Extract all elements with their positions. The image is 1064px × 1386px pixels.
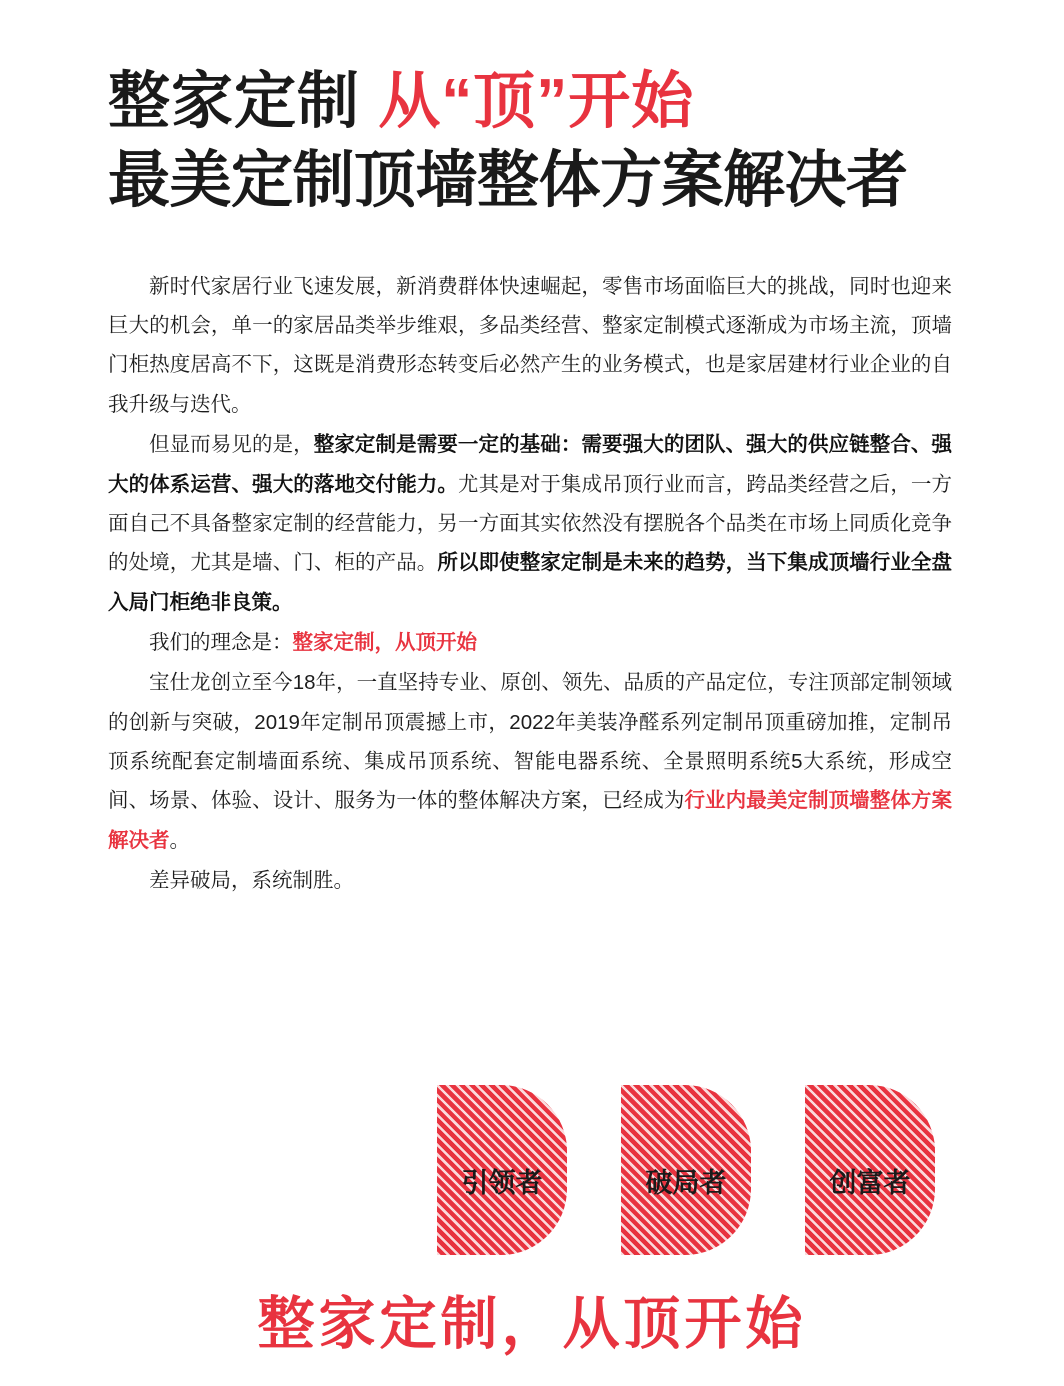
headline-line-1-black: 整家定制 <box>108 67 361 136</box>
paragraph-5-text: 差异破局，系统制胜。 <box>149 869 354 893</box>
badge-item <box>437 1085 567 1255</box>
paragraph-3 <box>108 623 952 662</box>
paragraph-4-highlight-red: 行业内最美定制顶墙整体方案解决者 <box>108 789 953 852</box>
paragraph-3-part-a: 我们的理念是： <box>149 630 293 654</box>
body-copy <box>0 267 1064 901</box>
badge-label: 破局者 <box>645 1168 727 1198</box>
paragraph-1 <box>108 267 952 424</box>
paragraph-1-text: 新时代家居行业飞速发展，新消费群体快速崛起，零售市场面临巨大的挑战，同时也迎来巨大的机会，单一的家居品类举步维艰，多品类经营、整家定制模式逐渐成为市场主流，顶墙门柜热度居高不下，这既是消费形态转变后必然产生的业务模式，也是家居建材行业企业的自我升级与迭代。 <box>108 274 952 416</box>
paragraph-5 <box>108 861 952 900</box>
paragraph-2-part-d-bold: 所以即使整家定制是未来的趋势，当下集成顶墙行业全盘入局门柜绝非良策。 <box>108 551 953 614</box>
paragraph-2-part-a: 但显而易见的是， <box>149 433 314 457</box>
paragraph-4-part-a: 宝仕龙创立至今18年，一直坚持专业、原创、领先、品质的产品定位，专注顶部定制领域的创新与突破，2019年定制吊顶震撼上市，2022年美装净醛系列定制吊顶重磅加推，定制吊顶系统配套定制墙面系统、集成吊顶系统、智能电器系统、全景照明系统5大系统，形成空间、场景、体验、设计、服务为一体的整体解决方案，已经成为 <box>108 671 952 813</box>
headline-block <box>0 0 1064 221</box>
badge-row <box>0 1085 1064 1255</box>
paragraph-2-part-b-bold: 整家定制是需要一定的基础：需要强大的团队、强大的供应链整合、强大的体系运营、强大的落地交付能力。 <box>108 433 953 496</box>
paragraph-3-slogan-red: 整家定制，从顶开始 <box>292 630 477 654</box>
badge-item <box>805 1085 935 1255</box>
headline-line-1 <box>0 62 1064 141</box>
headline-line-2: 最美定制顶墙整体方案解决者 <box>108 146 908 216</box>
badge-label: 引领者 <box>461 1168 543 1198</box>
badge-item <box>621 1085 751 1255</box>
paragraph-2-part-c: 尤其是对于集成吊顶行业而言，跨品类经营之后，一方面自己不具备整家定制的经营能力，另一方面其实依然没有摆脱各个品类在市场上同质化竞争的处境，尤其是墙、门、柜的产品。 <box>108 472 953 575</box>
paragraph-4-part-c: 。 <box>169 828 190 852</box>
headline-line-1-red: 从“顶”开始 <box>360 67 695 136</box>
badge-label: 创富者 <box>829 1168 911 1198</box>
footer-slogan: 整家定制，从顶开始 <box>257 1292 807 1356</box>
paragraph-4 <box>108 663 952 860</box>
paragraph-2 <box>108 425 952 622</box>
badges-block <box>0 1085 1064 1265</box>
